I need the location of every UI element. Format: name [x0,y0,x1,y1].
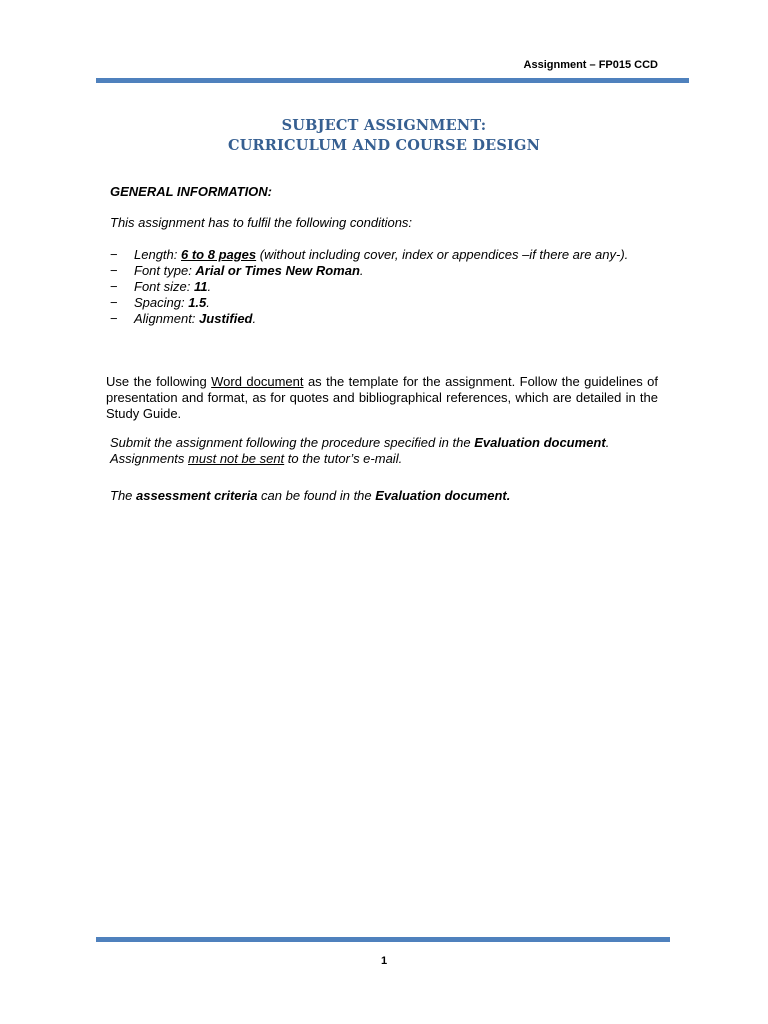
title-line-1: SUBJECT ASSIGNMENT: [281,117,487,134]
length-label: Length: [134,247,181,262]
list-item-font-type [110,263,658,279]
template-text-end: as the template for the assignment. Follow the guidelines of presentation and format, as for quotes and bibliographical references, which are detailed in the Study Guide. [106,374,658,421]
font-type-end: . [359,263,364,278]
assessment-text-start: The [110,488,137,503]
assessment-criteria: assessment criteria [136,488,258,503]
spacing-label: Spacing: [134,295,189,310]
must-not-be-sent: must not be sent [188,451,285,466]
list-item-font-size [110,279,658,295]
general-information-heading: GENERAL INFORMATION: [110,184,273,199]
submission-paragraph [110,435,660,467]
submission-text-assignments: Assignments [110,451,189,466]
font-size-end: . [207,279,212,294]
dash-bullet: − [110,279,118,294]
conditions-list [110,247,658,327]
list-item-spacing [110,295,658,311]
spacing-end: . [206,295,210,310]
length-note: (without including cover, index or appendices –if there are any-). [256,247,629,262]
font-size-label: Font size: [134,279,194,294]
document-title [0,116,768,156]
dash-bullet: − [110,295,118,310]
submission-text-period: . [605,435,610,450]
list-item-alignment [110,311,658,327]
evaluation-document-ref-2: Evaluation document. [375,488,511,503]
word-document-link[interactable]: Word document [211,374,304,389]
alignment-label: Alignment: [134,311,200,326]
font-type-label: Font type: [134,263,196,278]
font-type-value: Arial or Times New Roman [195,263,360,278]
title-line-2: CURRICULUM AND COURSE DESIGN [227,137,541,154]
page-number: 1 [380,955,388,967]
footer-rule [96,937,670,942]
assessment-paragraph [110,488,660,504]
running-header: Assignment – FP015 CCD [523,59,658,71]
alignment-value: Justified [199,311,253,326]
conditions-intro: This assignment has to fulfil the following conditions: [110,215,413,230]
spacing-value: 1.5 [188,295,207,310]
evaluation-document-ref: Evaluation document [474,435,606,450]
dash-bullet: − [110,247,118,262]
submission-text-start: Submit the assignment following the procedure specified in the [110,435,475,450]
template-paragraph [106,374,658,422]
alignment-end: . [252,311,257,326]
length-value: 6 to 8 pages [181,247,257,262]
font-size-value: 11 [193,279,208,294]
header-rule [96,78,689,83]
dash-bullet: − [110,311,118,326]
assessment-text-middle: can be found in the [257,488,376,503]
dash-bullet: − [110,263,118,278]
template-text-start: Use the following [106,374,212,389]
list-item-length [110,247,658,263]
submission-text-end: to the tutor’s e-mail. [284,451,403,466]
